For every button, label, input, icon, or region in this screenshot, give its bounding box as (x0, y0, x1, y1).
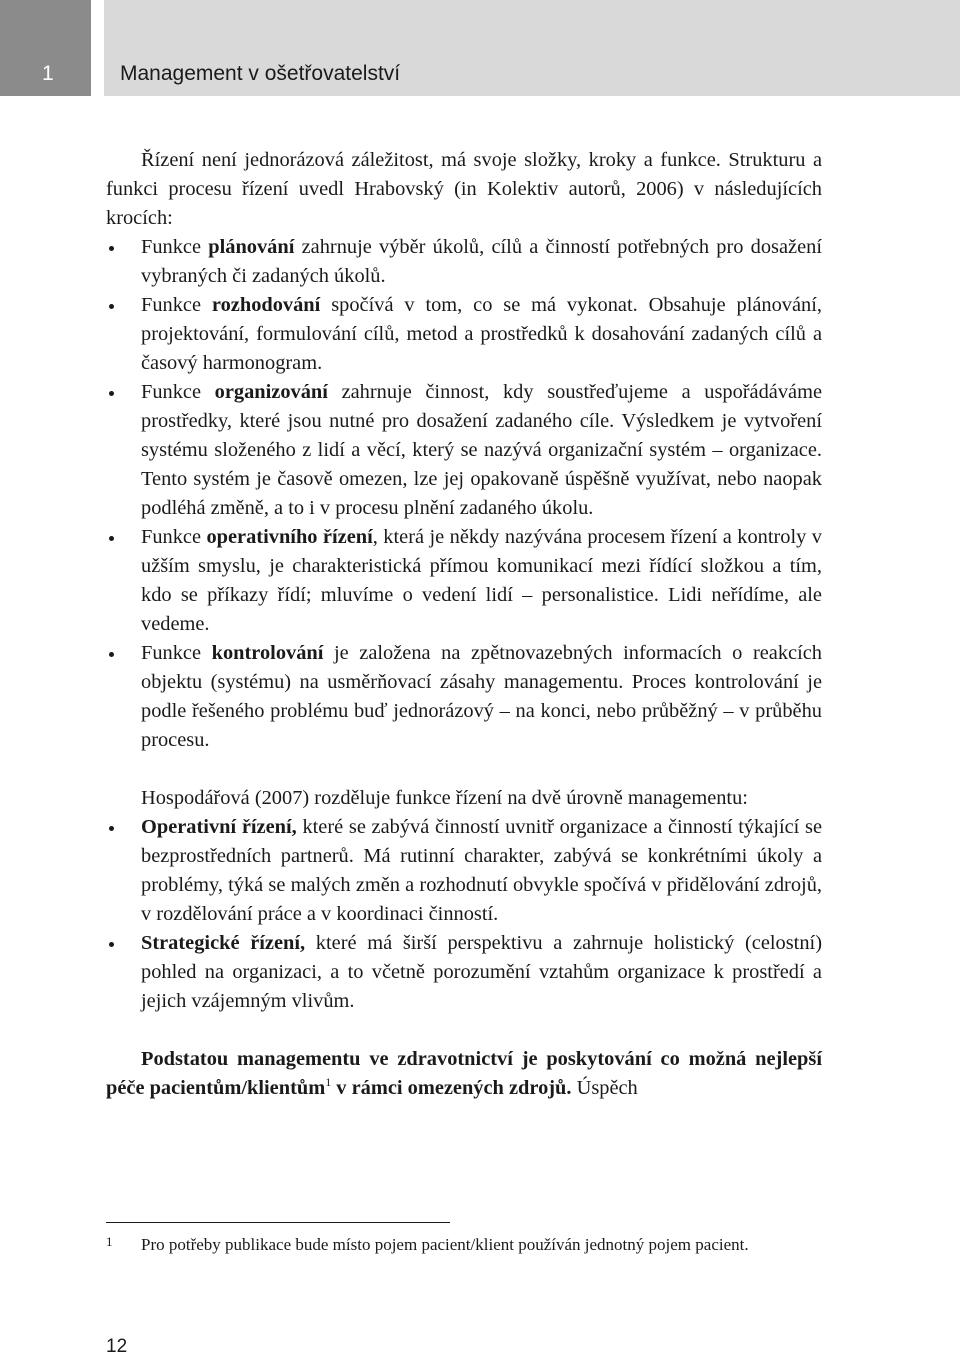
item-term: rozhodování (211, 294, 321, 316)
closing-bold-text: Podstatou managementu ve zdravotnictví je poskytování co možná nejlepší péče pacientům/klientům (106, 1048, 822, 1099)
management-levels-list (106, 813, 822, 1016)
footnote-text: Pro potřeby publikace bude místo pojem pacient/klient používán jednotný pojem pacient. (141, 1235, 749, 1254)
closing-text: Úspěch (571, 1077, 638, 1099)
list-item (106, 291, 822, 378)
list-item (106, 378, 822, 523)
item-term: operativního řízení (206, 526, 373, 548)
item-prefix: Funkce (141, 526, 207, 548)
list-item (106, 813, 822, 929)
item-term: Strategické řízení, (141, 932, 306, 954)
chapter-title: Management v ošetřovatelství (104, 0, 960, 96)
item-prefix: Funkce (141, 642, 212, 664)
page-number: 12 (106, 1336, 128, 1357)
levels-intro-paragraph: Hospodářová (2007) rozděluje funkce řízení na dvě úrovně managementu: (141, 787, 748, 809)
item-prefix: Funkce (141, 381, 215, 403)
item-term: plánování (208, 236, 295, 258)
list-item (106, 639, 822, 755)
footnote-reference[interactable]: 1 (325, 1075, 332, 1089)
item-text: zahrnuje činnost, kdy soustřeďujeme a uspořádáváme prostředky, které jsou nutné pro dosažení zadaného cíle. Výsledkem je vytvoření systému složeného z lidí a věcí, který se nazývá organizační systém – organizace. Tento systém je časově omezen, lze jej opakovaně úspěšně využívat, nebo naopak podléhá změně, a to i v procesu plnění zadaného úkolu. (141, 381, 823, 519)
item-text: které se zabývá činností uvnitř organizace a činností týkající se bezprostředních partnerů. Má rutinní charakter, zabývá se konkrétními úkoly a problémy, týká se malých změn a rozhodnutí obvykle spočívá v přidělování zdrojů, v rozdělování práce a v koordinaci činností. (141, 816, 823, 925)
paragraph-gap (106, 755, 822, 784)
closing-bold-text-2: v rámci omezených zdrojů. (331, 1077, 572, 1099)
item-prefix: Funkce (141, 236, 209, 258)
list-item (106, 233, 822, 291)
list-item (106, 929, 822, 1016)
item-text: zahrnuje výběr úkolů, cílů a činností potřebných pro dosažení vybraných či zadaných úkolů. (141, 236, 822, 287)
footnote (106, 1231, 822, 1258)
list-item (106, 523, 822, 639)
item-prefix: Funkce (141, 294, 212, 316)
item-term: organizování (214, 381, 328, 403)
intro-paragraph: Řízení není jednorázová záležitost, má svoje složky, kroky a funkce. Strukturu a funkci procesu řízení uvedl Hrabovský (in Kolektiv autorů, 2006) v následujících krocích: (106, 149, 822, 229)
paragraph-gap (106, 1016, 822, 1045)
item-text: které má širší perspektivu a zahrnuje holistický (celostní) pohled na organizaci, a to včetně porozumění vztahům organizace k prostředí a jejich vzájemným vlivům. (141, 932, 822, 1012)
page-body (106, 146, 822, 1103)
item-text: , která je někdy nazývána procesem řízení a kontroly v užším smyslu, je charakteristická přímou komunikací mezi řídící složkou a tím, kdo se příkazy řídí; mluvíme o vedení lidí – personalistice. Lidi neřídíme, ale vedeme. (141, 526, 822, 635)
item-text: je založena na zpětnovazebných informacích o reakcích objektu (systému) na usměrňovací zásahy managementu. Proces kontrolování je podle řešeného problému buď jednorázový – na konci, nebo průběžný – v průběhu procesu. (141, 642, 823, 751)
item-term: Operativní řízení, (141, 816, 297, 838)
item-text: spočívá v tom, co se má vykonat. Obsahuje plánování, projektování, formulování cílů, metod a prostředků k dosahování zadaných cílů a časový harmonogram. (141, 294, 823, 374)
closing-paragraph (106, 1045, 822, 1103)
chapter-number: 1 (0, 0, 91, 96)
footnote-divider (106, 1222, 450, 1223)
management-functions-list (106, 233, 822, 755)
item-term: kontrolování (211, 642, 324, 664)
footnote-mark: 1 (106, 1234, 113, 1249)
